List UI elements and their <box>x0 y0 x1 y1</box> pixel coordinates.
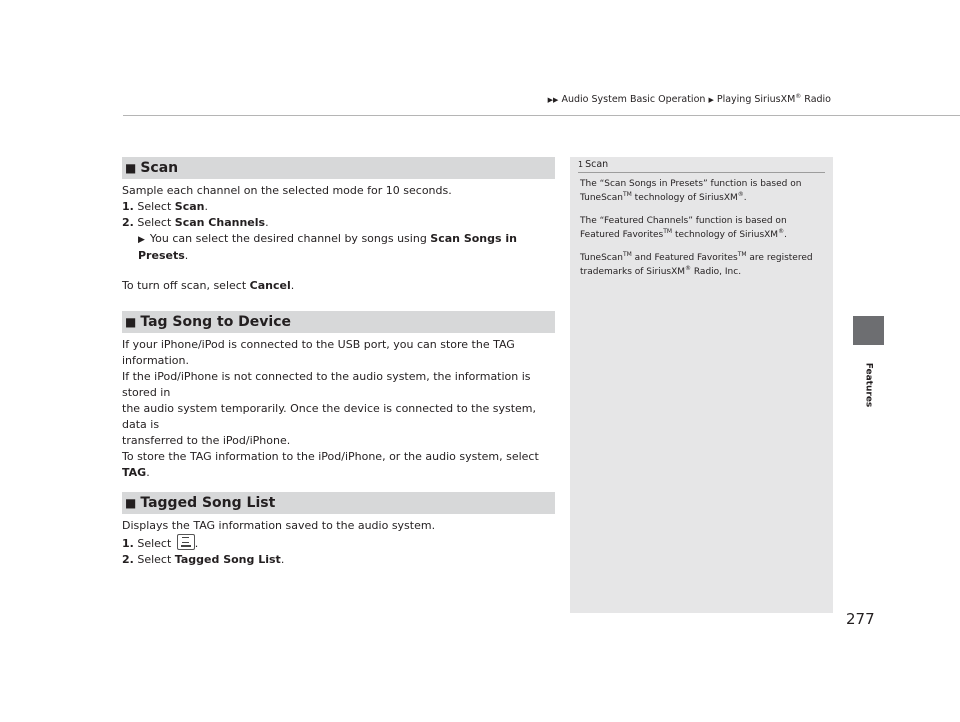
note-body <box>570 173 833 279</box>
double-arrow-icon: ▶▶ <box>547 96 559 104</box>
side-tab-label: Features <box>863 362 874 408</box>
note-paragraph: The “Scan Songs in Presets” function is based on TuneScan™ technology of SiriusXM®. <box>580 179 802 203</box>
sub-step-item: ▶ You can select the desired channel by songs using Scan Songs in Presets. <box>138 232 517 262</box>
section-heading-scan: ■ Scan <box>122 157 555 179</box>
body-text: Sample each channel on the selected mode for 10 seconds. <box>122 184 452 197</box>
section-heading-tag-song: ■ Tag Song to Device <box>122 311 555 333</box>
arrow-icon: ▶ <box>708 96 714 104</box>
square-bullet-icon: ■ <box>125 496 137 510</box>
sidebar-note <box>570 157 833 613</box>
reference-icon: 1 <box>578 160 584 169</box>
note-title: 1 Scan <box>578 159 825 173</box>
side-tab <box>853 316 884 345</box>
breadcrumb <box>548 94 831 105</box>
body-text: Displays the TAG information saved to the audio system. <box>122 519 436 532</box>
note-paragraph: TuneScan™ and Featured Favorites™ are registered trademarks of SiriusXM® Radio, Inc. <box>580 251 813 277</box>
section-heading-tagged-list: ■ Tagged Song List <box>122 492 555 514</box>
breadcrumb-item[interactable]: Audio System Basic Operation <box>561 94 706 105</box>
step-item: 1. Select Scan. <box>122 200 208 213</box>
header-rule <box>123 115 960 116</box>
step-item: 1. Select . <box>122 534 555 552</box>
menu-icon <box>177 534 195 550</box>
body-text: the audio system temporarily. Once the device is connected to the system, data is <box>122 402 536 431</box>
step-item: 2. Select Tagged Song List. <box>122 553 285 566</box>
breadcrumb-item[interactable]: Playing SiriusXM® Radio <box>716 92 831 105</box>
body-text: If the iPod/iPhone is not connected to the audio system, the information is stored in <box>122 370 531 399</box>
triangle-arrow-icon: ▶ <box>138 235 145 245</box>
note-paragraph: The “Featured Channels” function is based on Featured Favorites™ technology of SiriusXM®. <box>580 216 787 240</box>
square-bullet-icon: ■ <box>125 315 137 329</box>
body-text: If your iPhone/iPod is connected to the USB port, you can store the TAG information. <box>122 338 515 367</box>
page-number: 277 <box>846 610 875 628</box>
square-bullet-icon: ■ <box>125 161 137 175</box>
step-item: 2. Select Scan Channels. <box>122 216 269 229</box>
body-text: To store the TAG information to the iPod/iPhone, or the audio system, select TAG. <box>122 450 539 479</box>
main-content <box>122 157 555 568</box>
body-text: transferred to the iPod/iPhone. <box>122 434 291 447</box>
body-text: To turn off scan, select Cancel. <box>122 279 295 292</box>
